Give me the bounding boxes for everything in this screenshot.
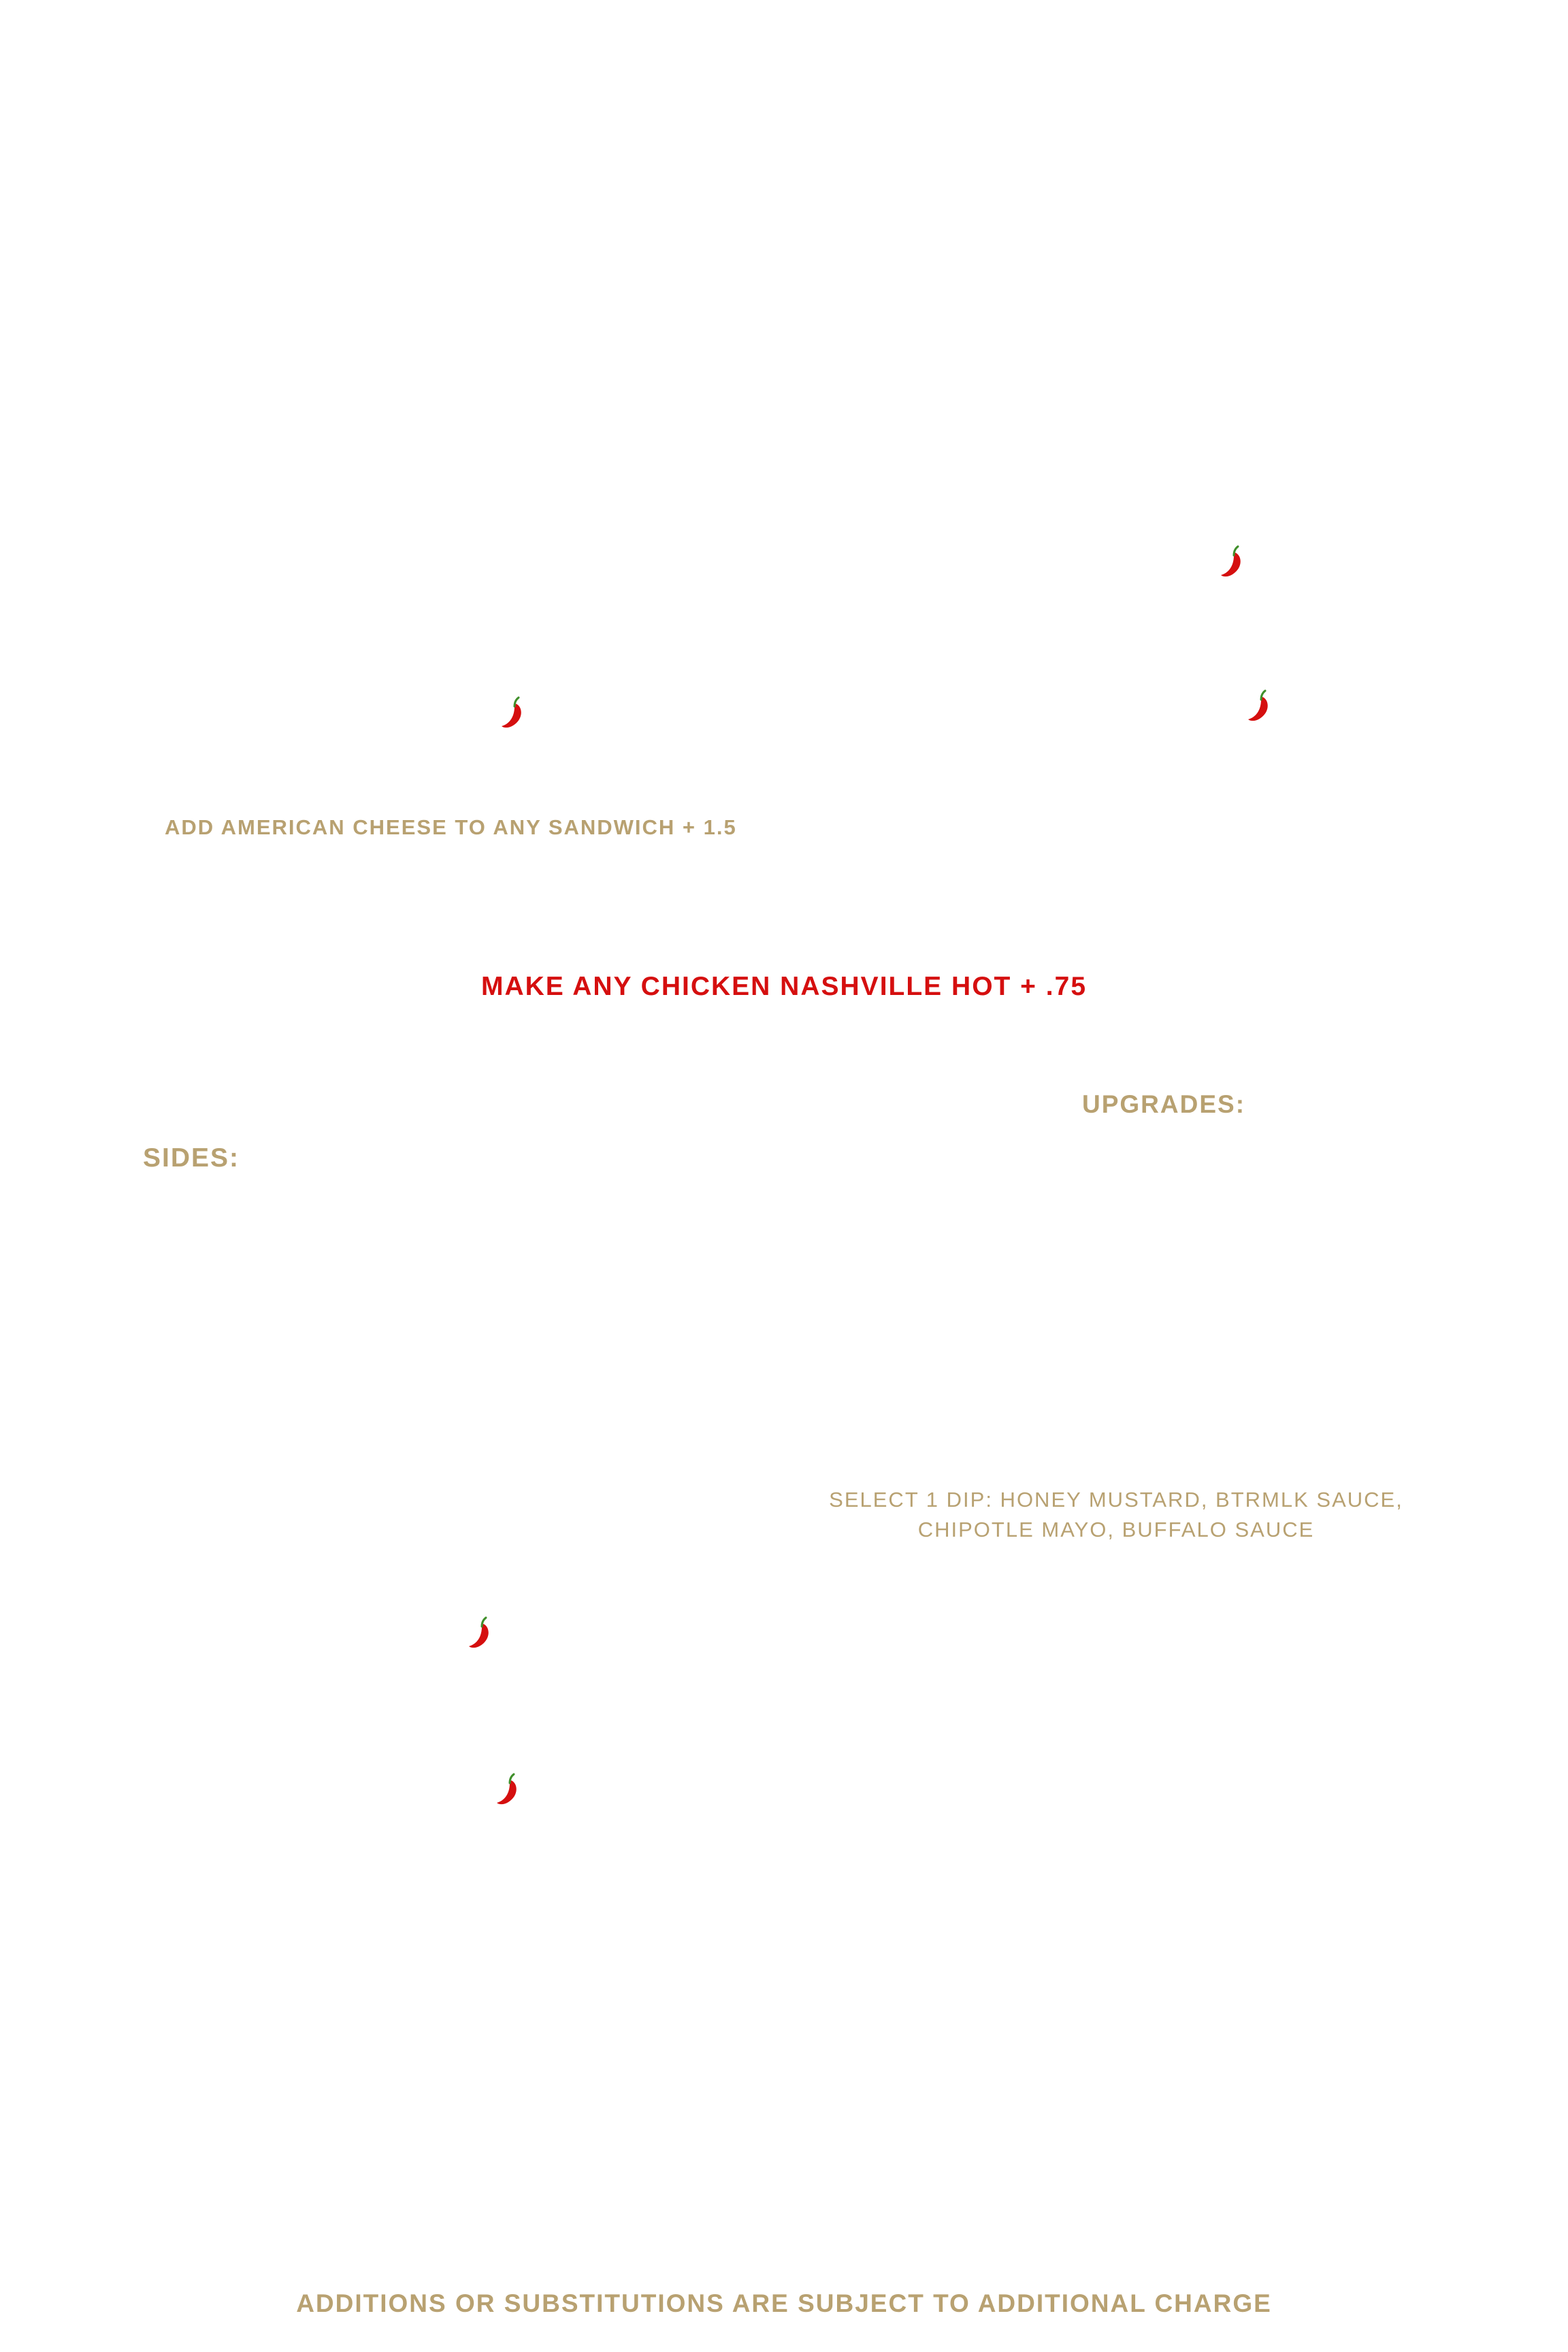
chili-pepper-icon	[495, 1772, 525, 1808]
nashville-hot-note: MAKE ANY CHICKEN NASHVILLE HOT + .75	[480, 972, 1088, 1001]
chili-pepper-icon	[1219, 544, 1249, 580]
cheese-addon-note: ADD AMERICAN CHEESE TO ANY SANDWICH + 1.5	[165, 815, 737, 839]
footer-note: ADDITIONS OR SUBSTITUTIONS ARE SUBJECT TO ADDITIONAL CHARGE	[296, 2289, 1272, 2317]
dip-note-line-2: CHIPOTLE MAYO, BUFFALO SAUCE	[917, 1518, 1315, 1541]
dip-selection-note	[803, 1485, 1429, 1545]
chili-pepper-icon	[467, 1616, 497, 1651]
chili-pepper-icon	[500, 696, 529, 731]
chili-pepper-icon	[1246, 689, 1276, 724]
sides-heading: SIDES:	[143, 1143, 240, 1173]
upgrades-heading: UPGRADES:	[1082, 1090, 1246, 1118]
dip-note-line-1: SELECT 1 DIP: HONEY MUSTARD, BTRMLK SAUCE,	[829, 1488, 1403, 1512]
